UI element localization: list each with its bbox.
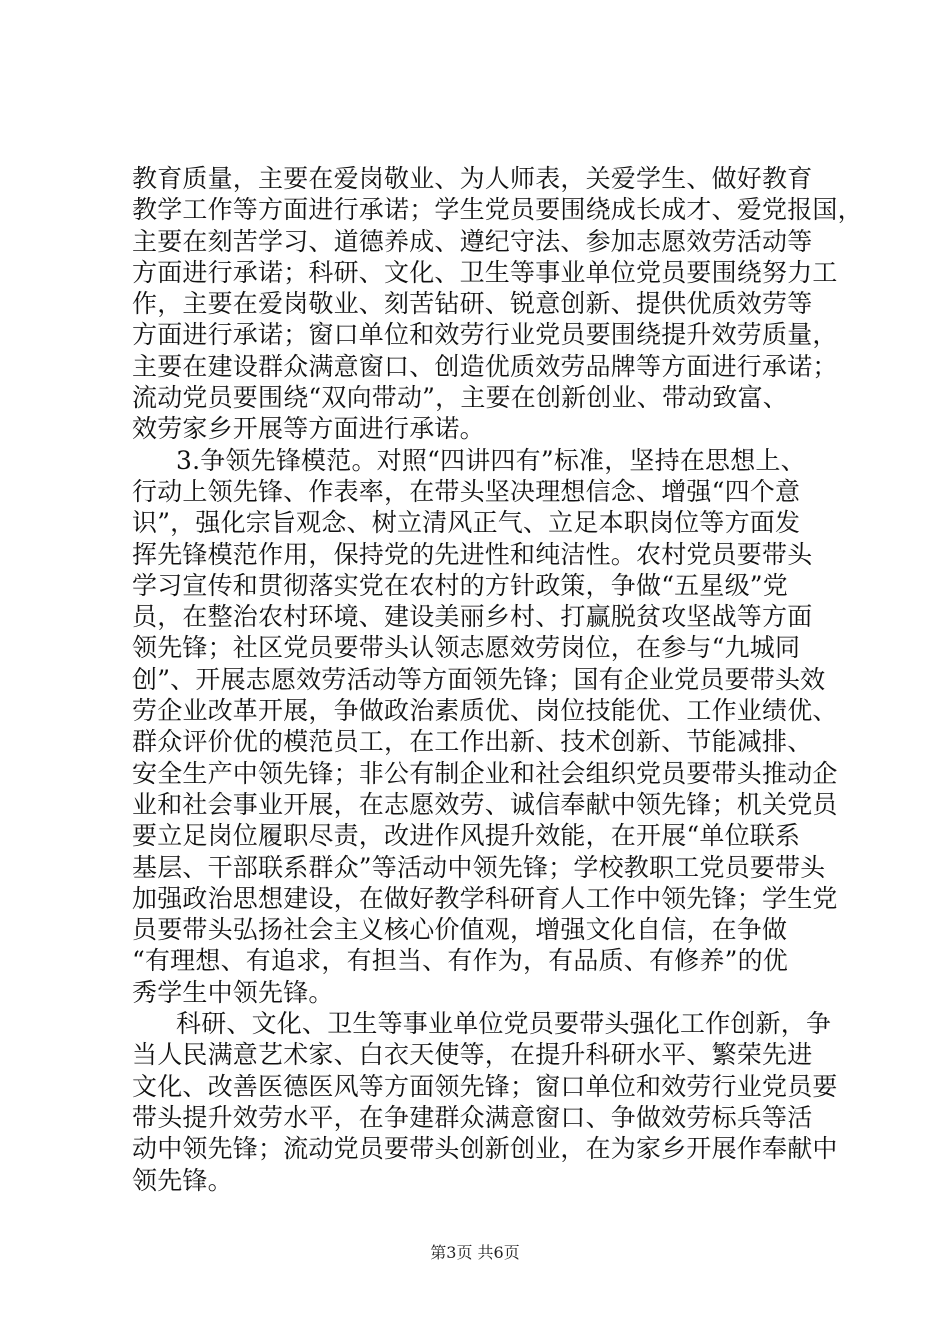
text-line: 效劳家乡开展等方面进行承诺。 [132,414,485,444]
text-line: 主要在建设群众满意窗口、创造优质效劳品牌等方面进行承诺； [132,351,838,381]
text-line: 员，在整治农村环境、建设美丽乡村、打赢脱贫攻坚战等方面 [132,602,813,632]
text-line: 业和社会事业开展，在志愿效劳、诚信奉献中领先锋；机关党员 [132,789,838,819]
text-line: 学习宣传和贯彻落实党在农村的方针政策，争做“五星级”党 [132,570,788,600]
text-line: 带头提升效劳水平，在争建群众满意窗口、争做效劳标兵等活 [132,1102,813,1132]
text-line: 当人民满意艺术家、白衣天使等，在提升科研水平、繁荣先进 [132,1040,813,1070]
text-line: 安全生产中领先锋；非公有制企业和社会组织党员要带头推动企 [132,758,838,788]
text-line: 秀学生中领先锋。 [132,977,334,1007]
text-line: 教育质量，主要在爱岗敬业、为人师表，关爱学生、做好教育 [132,164,813,193]
page-footer [0,1240,950,1263]
text-line: 作，主要在爱岗敬业、刻苦钻研、锐意创新、提供优质效劳等 [132,289,813,319]
text-line: 要立足岗位履职尽责，改进作风提升效能，在开展“单位联系 [132,821,801,851]
text-line: 动中领先锋；流动党员要带头创新创业，在为家乡开展作奉献中 [132,1134,838,1164]
text-line: 创”、开展志愿效劳活动等方面领先锋；国有企业党员要带头效 [132,664,826,694]
text-line: 文化、改善医德医风等方面领先锋；窗口单位和效劳行业党员要 [132,1071,838,1101]
text-line: 识”，强化宗旨观念、树立清风正气、立足本职岗位等方面发 [132,508,801,538]
document-body [132,163,863,1196]
text-line: 方面进行承诺；窗口单位和效劳行业党员要围绕提升效劳质量， [132,320,838,350]
text-line: 群众评价优的模范员工，在工作出新、技术创新、节能减排、 [132,727,813,757]
text-line: 领先锋。 [132,1165,233,1195]
text-line: 方面进行承诺；科研、文化、卫生等事业单位党员要围绕努力工 [132,257,838,287]
text-line: 加强政治思想建设，在做好教学科研育人工作中领先锋；学生党 [132,883,838,913]
paragraph-start-line: 3.争领先锋模范。对照“四讲四有”标准，坚持在思想上、 [176,445,806,475]
text-line: 劳企业改革开展，争做政治素质优、岗位技能优、工作业绩优、 [132,696,838,726]
text-line: 教学工作等方面进行承诺；学生党员要围绕成长成才、爱党报国， [132,195,863,225]
text-line: 员要带头弘扬社会主义核心价值观，增强文化自信，在争做 [132,915,788,945]
text-line: 流动党员要围绕“双向带动”，主要在创新创业、带动致富、 [132,383,788,413]
paragraph-start-line: 科研、文化、卫生等事业单位党员要带头强化工作创新，争 [176,1009,832,1039]
text-line: “有理想、有追求，有担当、有作为，有品质、有修养”的优 [132,946,788,976]
page-number-label: 第3页 共6页 [430,1243,520,1262]
text-line: 挥先锋模范作用，保持党的先进性和纯洁性。农村党员要带头 [132,539,813,569]
text-line: 基层、干部联系群众”等活动中领先锋；学校教职工党员要带头 [132,852,826,882]
text-line: 领先锋；社区党员要带头认领志愿效劳岗位，在参与“九城同 [132,633,801,663]
text-line: 主要在刻苦学习、道德养成、遵纪守法、参加志愿效劳活动等 [132,226,813,256]
text-line: 行动上领先锋、作表率，在带头坚决理想信念、增强“四个意 [132,476,801,506]
